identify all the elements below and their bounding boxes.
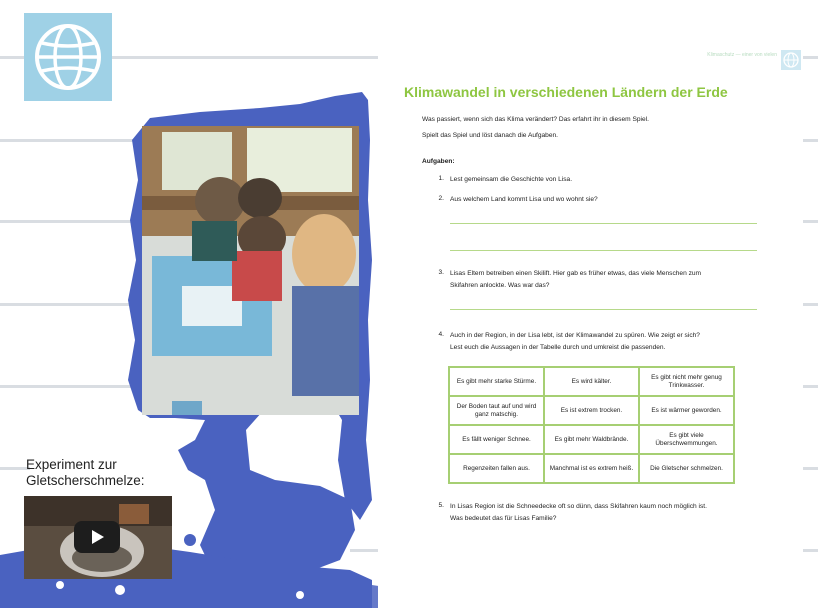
statement-cell[interactable]: Die Gletscher schmelzen. — [639, 454, 734, 483]
statement-cell[interactable]: Regenzeiten fallen aus. — [449, 454, 544, 483]
worksheet-header: Klimaschutz — einer von vielen — [707, 52, 777, 58]
globe-icon — [32, 21, 104, 93]
task-number: 4. — [438, 331, 444, 338]
task-number: 5. — [438, 502, 444, 509]
statement-cell[interactable]: Es gibt mehr Waldbrände. — [544, 425, 639, 454]
task-text: Was bedeutet das für Lisas Familie? — [450, 515, 557, 522]
table-row — [449, 367, 734, 396]
statement-cell[interactable]: Es gibt mehr starke Stürme. — [449, 367, 544, 396]
intro-text-2: Spielt das Spiel und löst danach die Aufgaben. — [422, 132, 559, 139]
worksheet-title: Klimawandel in verschiedenen Ländern der Erde — [404, 84, 728, 100]
video-player[interactable] — [24, 496, 172, 579]
experiment-caption-line2: Gletscherschmelze: — [26, 473, 145, 488]
answer-line[interactable] — [450, 223, 757, 224]
statement-cell[interactable]: Es wird kälter. — [544, 367, 639, 396]
task-text: Auch in der Region, in der Lisa lebt, ist der Klimawandel zu spüren. Wie zeigt er sich? — [450, 332, 700, 339]
table-row — [449, 396, 734, 425]
task-number: 2. — [438, 195, 444, 202]
tasks-heading: Aufgaben: — [422, 158, 455, 165]
statement-cell[interactable]: Der Boden taut auf und wird ganz matschig. — [449, 396, 544, 425]
table-row — [449, 425, 734, 454]
answer-line[interactable] — [450, 250, 757, 251]
play-icon[interactable] — [74, 521, 120, 553]
statement-cell[interactable]: Es gibt viele Überschwemmungen. — [639, 425, 734, 454]
task-text: Lisas Eltern betreiben einen Skilift. Hier gab es früher etwas, das viele Menschen zum — [450, 270, 702, 277]
task-text: In Lisas Region ist die Schneedecke oft so dünn, dass Skifahren kaum noch möglich ist. — [450, 503, 707, 510]
statement-cell[interactable]: Es ist extrem trocken. — [544, 396, 639, 425]
globe-icon — [781, 50, 801, 70]
statement-cell[interactable]: Manchmal ist es extrem heiß. — [544, 454, 639, 483]
statement-cell[interactable]: Es fällt weniger Schnee. — [449, 425, 544, 454]
task-text: Lest euch die Aussagen in der Tabelle durch und umkreist die passenden. — [450, 344, 666, 351]
worksheet-page — [378, 47, 803, 608]
task-text: Skifahren anlockte. Was war das? — [450, 282, 550, 289]
task-text: Lest gemeinsam die Geschichte von Lisa. — [450, 176, 573, 183]
globe-logo — [24, 13, 112, 101]
task-number: 3. — [438, 269, 444, 276]
answer-line[interactable] — [450, 309, 757, 310]
statement-cell[interactable]: Es ist wärmer geworden. — [639, 396, 734, 425]
task-text: Aus welchem Land kommt Lisa und wo wohnt sie? — [450, 196, 598, 203]
task-number: 1. — [438, 175, 444, 182]
experiment-caption — [26, 457, 145, 489]
table-row — [449, 454, 734, 483]
children-game-photo — [142, 126, 359, 415]
statements-table — [448, 366, 735, 484]
statement-cell[interactable]: Es gibt nicht mehr genug Trinkwasser. — [639, 367, 734, 396]
experiment-caption-line1: Experiment zur — [26, 457, 117, 472]
intro-text-1: Was passiert, wenn sich das Klima verändert? Das erfahrt ihr in diesem Spiel. — [422, 116, 649, 123]
